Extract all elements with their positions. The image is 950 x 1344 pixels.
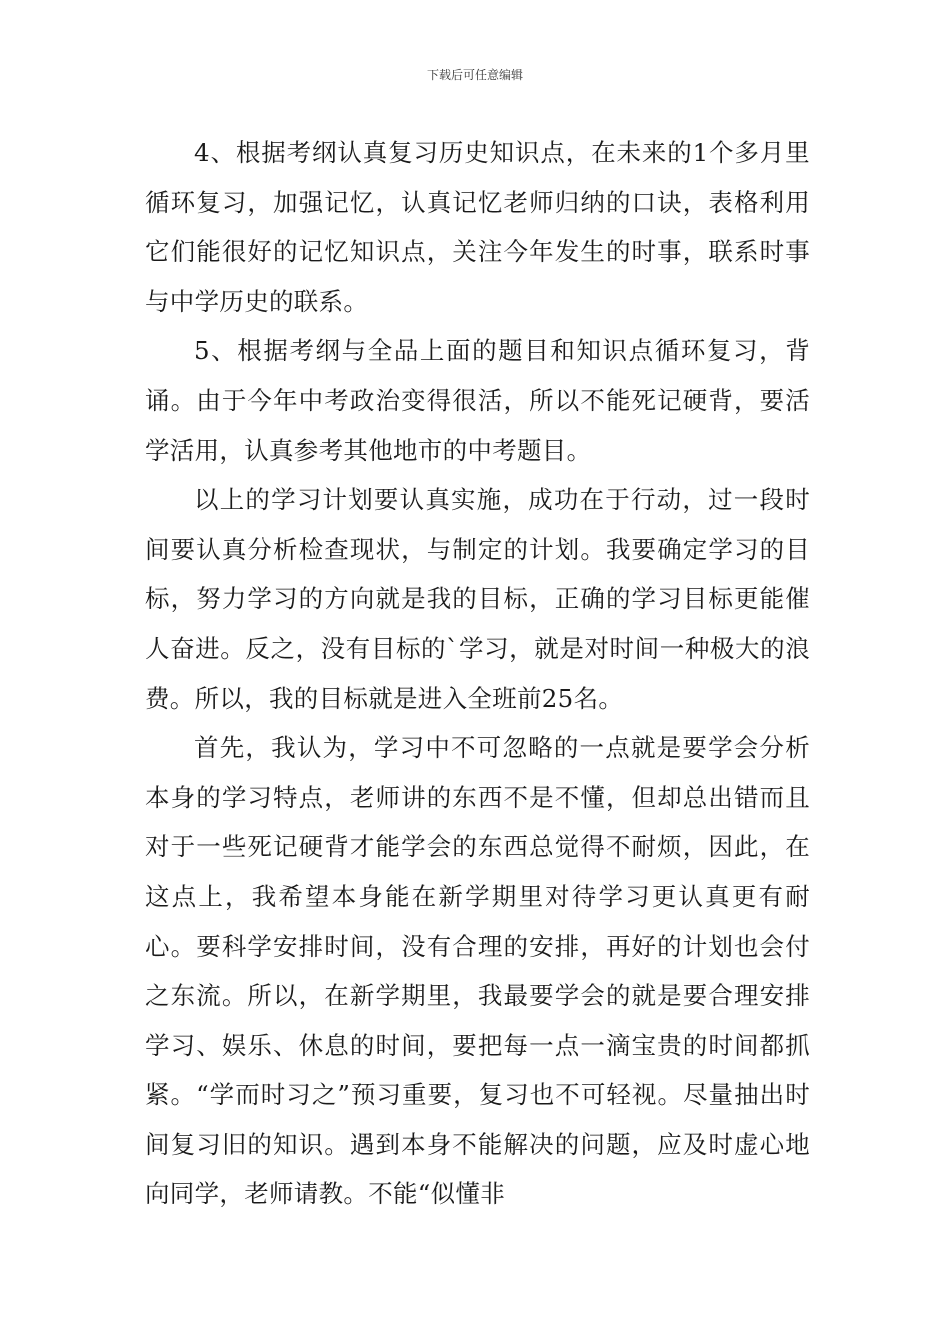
paragraph-2: 5、根据考纲与全品上面的题目和知识点循环复习，背诵。由于今年中考政治变得很活，所以不能死记硬背，要活学活用，认真参考其他地市的中考题目。 xyxy=(145,336,810,465)
paragraph-1: 4、根据考纲认真复习历史知识点，在未来的1个多月里循环复习，加强记忆，认真记忆老师归纳的口诀，表格利用它们能很好的记忆知识点，关注今年发生的时事，联系时事与中学历史的联系。 xyxy=(145,138,810,316)
document-body xyxy=(145,128,810,1219)
paragraph-4: 首先，我认为，学习中不可忽略的一点就是要学会分析本身的学习特点，老师讲的东西不是不懂，但却总出错而且对于一些死记硬背才能学会的东西总觉得不耐烦，因此，在这点上，我希望本身能在新学期里对待学习更认真更有耐心。要科学安排时间，没有合理的安排，再好的计划也会付之东流。所以，在新学期里，我最要学会的就是要合理安排学习、娱乐、休息的时间，要把每一点一滴宝贵的时间都抓紧。“学而时习之”预习重要，复习也不可轻视。尽量抽出时间复习旧的知识。遇到本身不能解决的问题，应及时虚心地向同学，老师请教。不能“似懂非 xyxy=(145,733,810,1209)
paragraph-3: 以上的学习计划要认真实施，成功在于行动，过一段时间要认真分析检查现状，与制定的计划。我要确定学习的目标，努力学习的方向就是我的目标，正确的学习目标更能催人奋进。反之，没有目标的`学习，就是对时间一种极大的浪费。所以，我的目标就是进入全班前25名。 xyxy=(145,485,810,713)
page-header: 下载后可任意编辑 xyxy=(426,68,523,82)
